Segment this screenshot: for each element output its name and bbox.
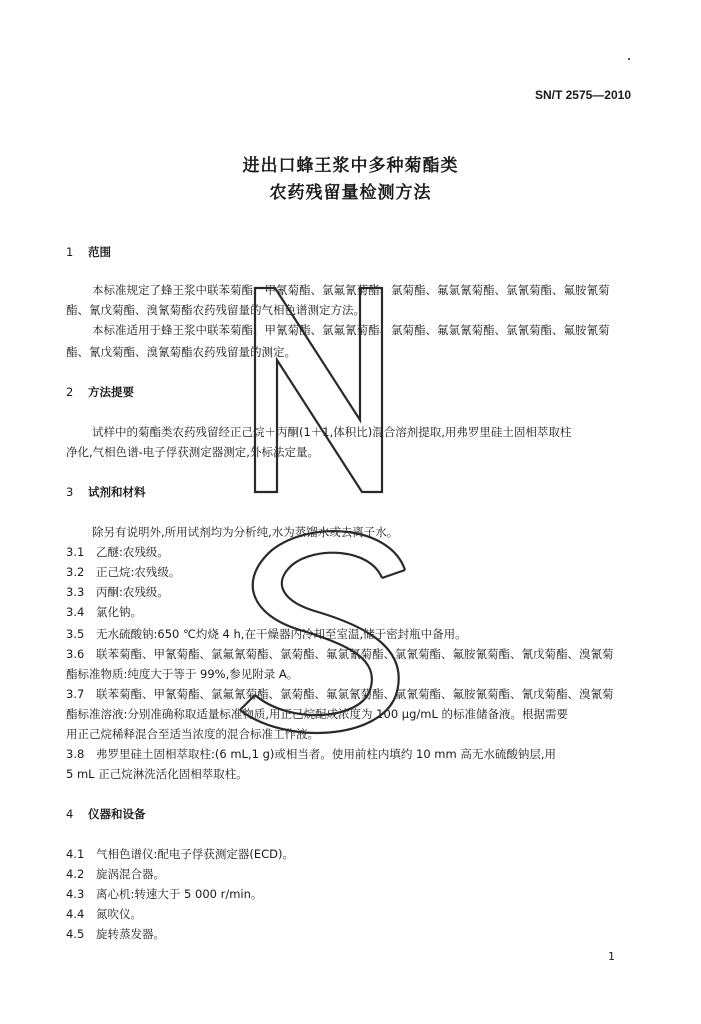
- paragraph-line: 酯标准溶液:分别准确称取适量标准物质,用正己烷配成浓度为 100 μg/mL 的标准储备液。根据需要: [66, 707, 569, 721]
- section-title: 方法提要: [88, 385, 134, 399]
- paragraph-line: 酯标准物质:纯度大于等于 99%,参见附录 A。: [66, 667, 299, 681]
- item-number: 3.2: [66, 565, 85, 579]
- paragraph-line: 酯、氰戊菊酯、溴氰菊酯农药残留量的气相色谱测定方法。: [66, 303, 365, 317]
- section-4-heading: [66, 806, 636, 822]
- paragraph-line: 除另有说明外,所用试剂均为分析纯,水为蒸馏水或去离子水。: [92, 525, 399, 539]
- list-item: [66, 604, 636, 620]
- item-text: 氮吹仪。: [96, 907, 142, 921]
- paragraph-line: 试样中的菊酯类农药残留经正己烷＋丙酮(1＋1,体积比)混合溶剂提取,用弗罗里硅土固相萃取柱: [92, 425, 572, 439]
- page-number: 1: [608, 950, 615, 963]
- item-number: 3.7: [66, 687, 85, 701]
- document-title-line-2: 农药残留量检测方法: [269, 183, 432, 203]
- list-item: [66, 846, 636, 862]
- list-item: [66, 686, 636, 702]
- section-number: 2: [66, 385, 74, 399]
- section-number: 1: [66, 245, 74, 259]
- item-number: 3.1: [66, 545, 85, 559]
- list-item: [66, 646, 636, 662]
- item-text: 丙酮:农残级。: [96, 585, 169, 599]
- list-item: [66, 544, 636, 560]
- item-number: 4.4: [66, 907, 85, 921]
- item-number: 3.4: [66, 605, 85, 619]
- document-title-line-1: 进出口蜂王浆中多种菊酯类: [242, 156, 459, 176]
- list-item: [66, 626, 636, 642]
- paragraph-line: 本标准适用于蜂王浆中联苯菊酯、甲氰菊酯、氯氟氰菊酯、氯菊酯、氟氯氰菊酯、氯氰菊酯、氟胺氰菊: [92, 323, 610, 337]
- section-2-heading: [66, 384, 636, 400]
- paragraph-line: 酯、氰戊菊酯、溴氰菊酯农药残留量的测定。: [66, 345, 296, 359]
- item-number: 3.5: [66, 627, 85, 641]
- scan-speck: [628, 58, 630, 60]
- paragraph-line: 本标准规定了蜂王浆中联苯菊酯、甲氰菊酯、氯氟氰菊酯、氯菊酯、氟氯氰菊酯、氯氰菊酯、氟胺氰菊: [92, 283, 610, 297]
- list-item: [66, 906, 636, 922]
- item-number: 3.8: [66, 747, 85, 761]
- item-number: 3.6: [66, 647, 85, 661]
- item-text: 旋转蒸发器。: [96, 927, 165, 941]
- item-text: 氯化钠。: [96, 605, 142, 619]
- section-1-heading: [66, 244, 636, 260]
- list-item: [66, 746, 636, 762]
- paragraph-line: 5 mL 正己烷淋洗活化固相萃取柱。: [66, 767, 248, 781]
- item-text: 联苯菊酯、甲氰菊酯、氯氟氰菊酯、氯菊酯、氟氯氰菊酯、氯氰菊酯、氟胺氰菊酯、氰戊菊酯、溴氰菊: [96, 647, 614, 661]
- standard-code: SN/T 2575—2010: [534, 88, 631, 102]
- item-number: 4.1: [66, 847, 85, 861]
- item-text: 弗罗里硅土固相萃取柱:(6 mL,1 g)或相当者。使用前柱内填约 10 mm 高无水硫酸钠层,用: [96, 747, 557, 761]
- section-title: 范围: [88, 245, 111, 259]
- item-text: 乙醚:农残级。: [96, 545, 169, 559]
- item-number: 4.5: [66, 927, 85, 941]
- item-number: 4.2: [66, 867, 85, 881]
- list-item: [66, 866, 636, 882]
- item-text: 无水硫酸钠:650 ℃灼烧 4 h,在干燥器内冷却至室温,储于密封瓶中备用。: [96, 627, 467, 641]
- section-number: 4: [66, 807, 74, 821]
- list-item: [66, 886, 636, 902]
- item-text: 旋涡混合器。: [96, 867, 165, 881]
- item-text: 联苯菊酯、甲氰菊酯、氯氟氰菊酯、氯菊酯、氟氯氰菊酯、氯氰菊酯、氟胺氰菊酯、氰戊菊酯、溴氰菊: [96, 687, 614, 701]
- paragraph-line: 用正己烷稀释混合至适当浓度的混合标准工作液。: [66, 727, 319, 741]
- paragraph-line: 净化,气相色谱-电子俘获测定器测定,外标法定量。: [66, 445, 319, 459]
- list-item: [66, 584, 636, 600]
- item-number: 3.3: [66, 585, 85, 599]
- item-number: 4.3: [66, 887, 85, 901]
- section-title: 试剂和材料: [88, 485, 146, 499]
- list-item: [66, 564, 636, 580]
- item-text: 离心机:转速大于 5 000 r/min。: [96, 887, 263, 901]
- section-title: 仪器和设备: [88, 807, 146, 821]
- list-item: [66, 926, 636, 942]
- section-number: 3: [66, 485, 74, 499]
- item-text: 正己烷:农残级。: [96, 565, 181, 579]
- section-3-heading: [66, 484, 636, 500]
- item-text: 气相色谱仪:配电子俘获测定器(ECD)。: [96, 847, 294, 861]
